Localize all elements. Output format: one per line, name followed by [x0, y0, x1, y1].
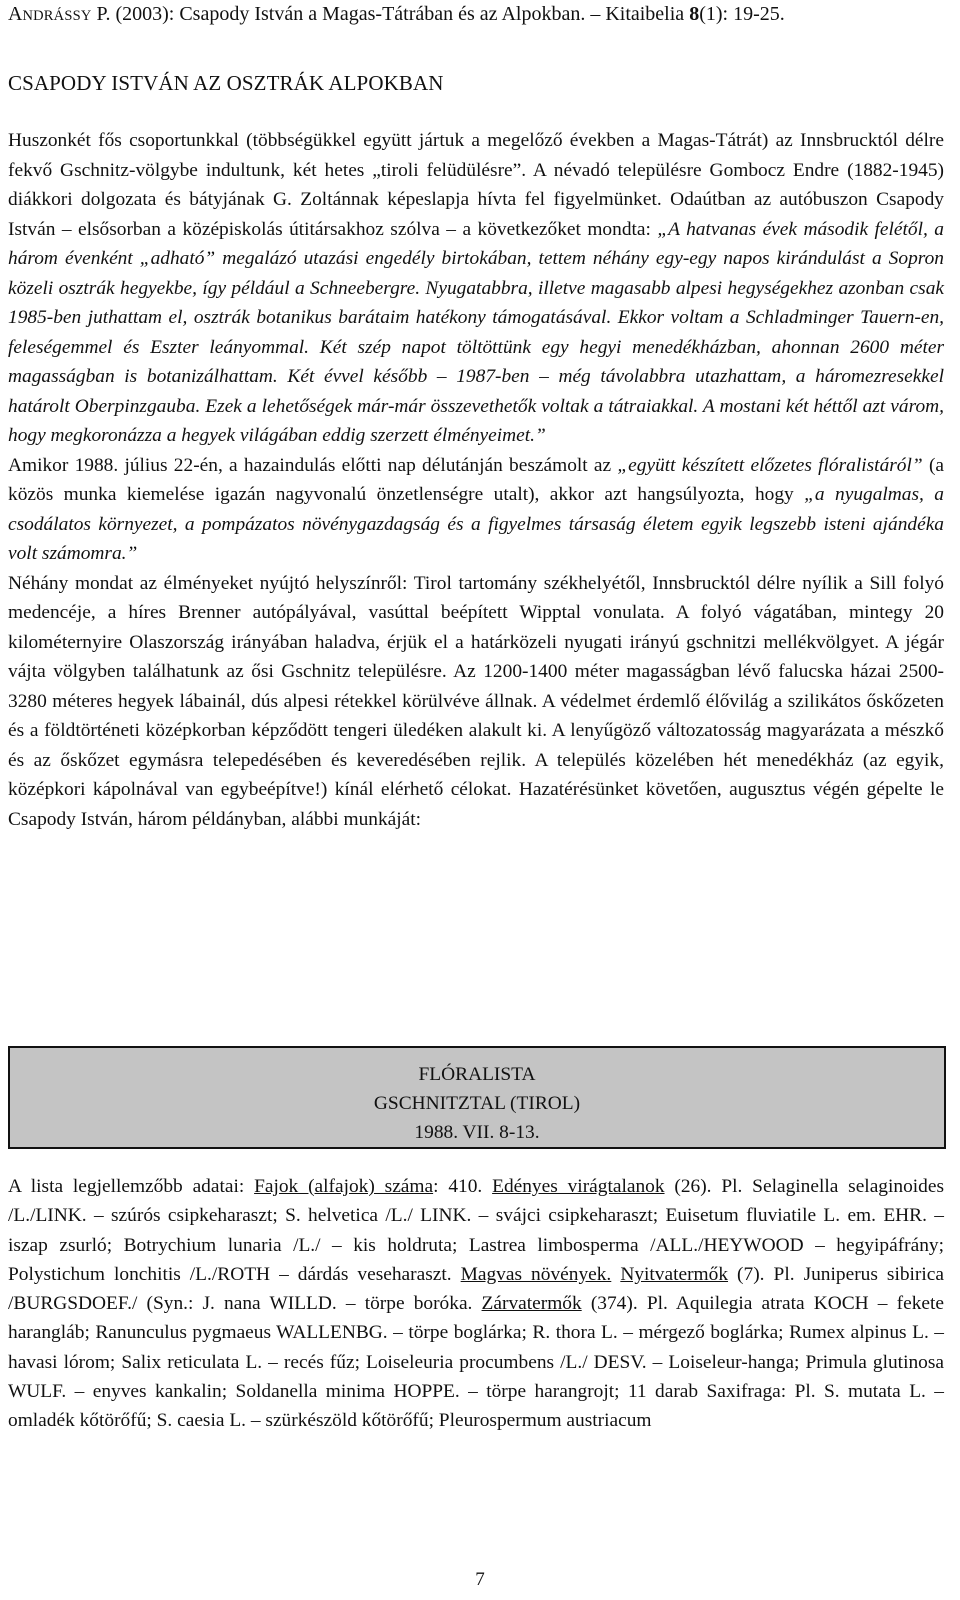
- csapody-quote-travel: „A hatvanas évek második felétől, a három évenként „adható” megalázó utazási engedély birtokában, tettem néhány egy-egy napos kirándulást a Sopron közeli osztrák hegyekbe, így például a Schneebergre. Nyugatabbra, illetve magasabb alpesi hegységekhez azonban csak 1985-ben juthattam el, osztrák botanikus barátaim hatékony támogatásával. Ekkor voltam a Schladminger Tauern-en, feleségemmel és Eszter leányommal. Két szép napot töltöttünk egy hegyi menedékházban, ahonnan 2600 méter magasságban is botanizálhattam. Két évvel később – 1987-ben – még távolabbra utazhattam, a háromezresekkel határolt Oberpinzgauba. Ezek a lehetőségek már-már összevethetők voltak a tátraiakkal. A mostani két héttől azt várom, hogy megkoronázza a hegyek világában eddig szerzett élményeimet.”: [8, 218, 944, 446]
- summary-text-3: (26). Pl. Selaginella selaginoides /L./LINK. – szúrós csipkeharaszt; S. helvetica /L./ LINK. – svájci csipkeharaszt; Euisetum fluviatile L. em. EHR. – iszap zsurló; Botrychium lunaria /L./ – kis holdruta; Lastrea limbosperma /ALL./HEYWOOD – hegyipáfrány; Polystichum lonchitis /L./ROTH – dárdás veseharaszt.: [8, 1176, 945, 1285]
- paragraph-journey-text: Huszonkét fős csoportunkkal (többségükkel együtt jártuk a megelőző években a Magas-Tátrát) az Innsbrucktól délre fekvő Gschnitz-völgybe indultunk, két hetes „tiroli felüdülésre”. A névadó településre Gombocz Endre (1882-1945) diákkori dolgozata és bátyjának G. Zoltánnak képeslapja hívta fel figyelmünket. Odaútban az autóbuszon Csapody István – elsősorban a középiskolás útitársakhoz szólva – a következőket mondta:: [8, 130, 944, 240]
- species-count-label: Fajok (alfajok) száma: [254, 1176, 434, 1197]
- floralist-summary-paragraph: [8, 1172, 944, 1436]
- running-head-volume: 8: [689, 3, 700, 25]
- summary-text-4: [611, 1264, 620, 1285]
- floralist-title-box: [8, 1046, 946, 1149]
- floralist-summary: [8, 1172, 944, 1436]
- summary-text-6: (374). Pl. Aquilegia atrata KOCH – fekete harangláb; Ranunculus pygmaeus WALLENBG. – törpe boglárka; R. thora L. – mérgező boglárka; Rumex alpinus L. – havasi lórom; Salix reticulata L. – recés fűz; Loiseleuria procumbens /L./ DESV. – Loiseleur-hanga; Primula glutinosa WULF. – enyves kankalin; Soldanella minima HOPPE. – törpe harangrojt; 11 darab Saxifraga: Pl. S. mutata L. – omladék kőtörőfű; S. caesia L. – szürkészöld kőtörőfű; Pleurospermum austriacum: [8, 1293, 944, 1432]
- floralist-date: 1988. VII. 8-13.: [414, 1122, 540, 1143]
- article-body: [8, 126, 944, 834]
- paragraph-report: [8, 451, 944, 569]
- paragraph-location: Néhány mondat az élményeket nyújtó helyszínről: Tirol tartomány székhelyétől, Innsbrucktól délre nyílik a Sill folyó medencéje, a híres Brenner autópályával, vasúttal beépített Wipptal vonulata. A folyó vágatában, mintegy 20 kilométernyire Olaszország irányában haladva, érjük el a határközeli nyugati irányú gschnitzi mellékvölgyet. A jégár vájta völgyben találhatunk az ősi Gschnitz településre. Az 1200-1400 méter magasságban lévő falucska házai 2500-3280 méteres hegyek lábainál, dús alpesi rétekkel körülvéve állnak. A védelmet érdemlő élővilág a szilikátos őskőzeten és a földtörténeti középkorban képződött tengeri üledéken alakult ki. A lenyűgöző változatosság magyarázata a mészkő és az őskőzet egymásra telepedésében és keveredésében rejlik. A település közelében hét menedékház (az egyik, középkori kápolnával van egybeépítve!) kínál elérhető célokat. Hazatérésünket követően, augusztus végén gépelte le Csapody István, három példányban, alábbi munkáját:: [8, 572, 944, 830]
- quote-gift: „a nyugalmas, a csodálatos környezet, a pompázatos növénygazdagság és a figyelmes társaság életem egyik legszebb isteni ajándéka volt számomra.”: [8, 484, 944, 564]
- floralist-title: FLÓRALISTA: [418, 1064, 536, 1085]
- section-title: CSAPODY ISTVÁN AZ OSZTRÁK ALPOKBAN: [8, 71, 444, 95]
- page-number: 7: [475, 1569, 485, 1590]
- paragraph-journey: [8, 126, 944, 451]
- floralist-location: GSCHNITZTAL (TIROL): [373, 1093, 581, 1114]
- summary-text-1: A lista legjellemzőbb adatai:: [8, 1176, 255, 1197]
- paragraph-report-text-a: Amikor 1988. július 22-én, a hazaindulás előtti nap délutánján beszámolt az: [8, 454, 618, 476]
- vascular-cryptogams-label: Edényes virágtalanok: [492, 1176, 665, 1197]
- summary-text-2: : 410.: [433, 1176, 493, 1197]
- paragraph-report-text-b: (a közös munka kiemelése igazán nagyvonalú önzetlenségre utalt), akkor azt hangsúlyozta, hogy: [8, 454, 945, 505]
- running-head-citation: P. (2003): Csapody István a Magas-Tátrában és az Alpokban. – Kitaibelia: [91, 3, 690, 25]
- seed-plants-label: Magvas növények.: [460, 1263, 612, 1285]
- running-head-issue-pages: (1): 19-25.: [699, 3, 785, 25]
- quote-floral-list: „együtt készített előzetes flóralistáról”: [617, 454, 923, 476]
- running-head: [8, 2, 952, 28]
- running-head-author-initial: A: [8, 3, 23, 25]
- summary-text-5: (7). Pl. Juniperus sibirica /BURGSDOEF./ (Syn.: J. nana WILLD. – törpe boróka.: [8, 1263, 944, 1315]
- angiosperms-label: Zárvatermők: [481, 1293, 582, 1315]
- running-head-author-rest: NDRÁSSY: [22, 8, 92, 24]
- gymnosperms-label: Nyitvatermők: [620, 1263, 729, 1285]
